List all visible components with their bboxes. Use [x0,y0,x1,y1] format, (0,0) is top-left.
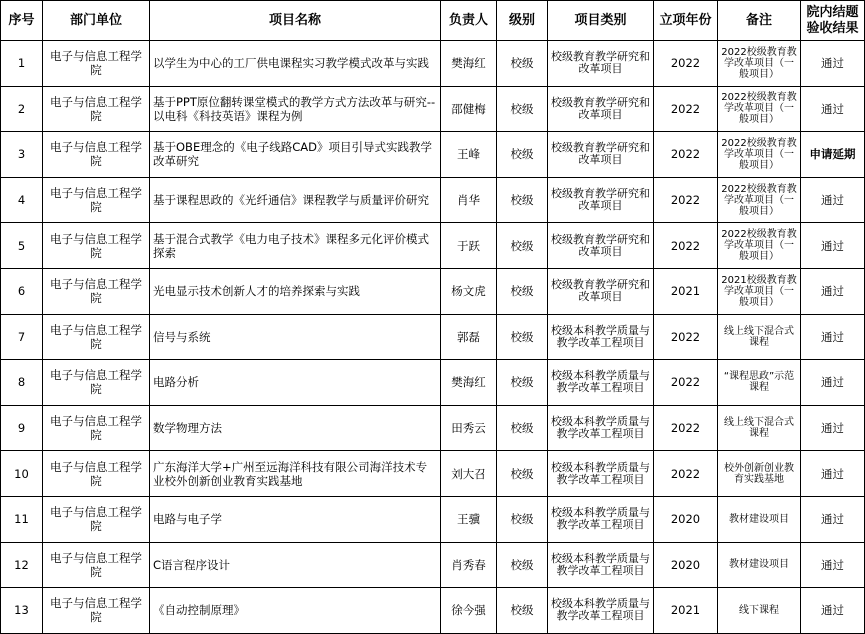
cell-dept: 电子与信息工程学院 [43,496,150,542]
cell-year: 2022 [654,451,718,497]
cell-year: 2022 [654,360,718,406]
header-level: 级别 [497,1,548,41]
cell-result: 通过 [801,588,865,634]
header-leader: 负责人 [441,1,497,41]
cell-project: 数学物理方法 [150,405,441,451]
cell-project: 基于PPT原位翻转课堂模式的教学方式方法改革与研究--以电科《科技英语》课程为例 [150,86,441,132]
cell-leader: 邵健梅 [441,86,497,132]
header-dept: 部门单位 [43,1,150,41]
cell-category: 校级教育教学研究和改革项目 [548,41,654,87]
table-row [1,223,865,269]
cell-result: 通过 [801,405,865,451]
cell-note: 2022校级教育教学改革项目（一般项目） [718,86,801,132]
cell-seq: 5 [1,223,43,269]
cell-year: 2022 [654,314,718,360]
cell-category: 校级教育教学研究和改革项目 [548,268,654,314]
cell-project: 光电显示技术创新人才的培养探索与实践 [150,268,441,314]
cell-category: 校级本科教学质量与教学改革工程项目 [548,496,654,542]
cell-level: 校级 [497,132,548,178]
cell-dept: 电子与信息工程学院 [43,86,150,132]
cell-note: 2022校级教育教学改革项目（一般项目） [718,41,801,87]
header-category: 项目类别 [548,1,654,41]
cell-category: 校级教育教学研究和改革项目 [548,132,654,178]
cell-dept: 电子与信息工程学院 [43,314,150,360]
cell-leader: 肖秀春 [441,542,497,588]
cell-level: 校级 [497,360,548,406]
cell-seq: 1 [1,41,43,87]
cell-level: 校级 [497,496,548,542]
cell-year: 2022 [654,405,718,451]
cell-result: 申请延期 [801,132,865,178]
table-row [1,132,865,178]
header-note: 备注 [718,1,801,41]
cell-leader: 肖华 [441,177,497,223]
cell-result: 通过 [801,451,865,497]
cell-leader: 樊海红 [441,41,497,87]
cell-dept: 电子与信息工程学院 [43,588,150,634]
cell-dept: 电子与信息工程学院 [43,451,150,497]
cell-note: 线上线下混合式课程 [718,405,801,451]
cell-seq: 10 [1,451,43,497]
table-row [1,405,865,451]
cell-note: 2022校级教育教学改革项目（一般项目） [718,132,801,178]
table-row [1,360,865,406]
cell-project: 基于混合式教学《电力电子技术》课程多元化评价模式探索 [150,223,441,269]
cell-note: 教材建设项目 [718,496,801,542]
table-row [1,496,865,542]
cell-category: 校级教育教学研究和改革项目 [548,223,654,269]
cell-result: 通过 [801,314,865,360]
cell-project: 基于OBE理念的《电子线路CAD》项目引导式实践教学改革研究 [150,132,441,178]
cell-level: 校级 [497,223,548,269]
header-project: 项目名称 [150,1,441,41]
cell-leader: 樊海红 [441,360,497,406]
cell-seq: 11 [1,496,43,542]
cell-note: 线下课程 [718,588,801,634]
cell-result: 通过 [801,86,865,132]
cell-note: 2021校级教育教学改革项目（一般项目） [718,268,801,314]
table-row [1,542,865,588]
cell-dept: 电子与信息工程学院 [43,360,150,406]
header-result: 院内结题验收结果 [801,1,865,41]
cell-dept: 电子与信息工程学院 [43,132,150,178]
cell-year: 2020 [654,542,718,588]
cell-result: 通过 [801,268,865,314]
cell-leader: 田秀云 [441,405,497,451]
cell-note: 教材建设项目 [718,542,801,588]
cell-category: 校级教育教学研究和改革项目 [548,86,654,132]
cell-project: 广东海洋大学+广州至远海洋科技有限公司海洋技术专业校外创新创业教育实践基地 [150,451,441,497]
cell-level: 校级 [497,314,548,360]
cell-seq: 2 [1,86,43,132]
cell-result: 通过 [801,223,865,269]
cell-seq: 4 [1,177,43,223]
cell-category: 校级本科教学质量与教学改革工程项目 [548,405,654,451]
cell-level: 校级 [497,405,548,451]
cell-result: 通过 [801,542,865,588]
cell-leader: 王峰 [441,132,497,178]
cell-note: “课程思政”示范课程 [718,360,801,406]
cell-dept: 电子与信息工程学院 [43,268,150,314]
cell-year: 2022 [654,132,718,178]
cell-leader: 郭磊 [441,314,497,360]
cell-year: 2022 [654,41,718,87]
cell-level: 校级 [497,542,548,588]
cell-leader: 刘大召 [441,451,497,497]
cell-result: 通过 [801,360,865,406]
cell-project: 以学生为中心的工厂供电课程实习教学模式改革与实践 [150,41,441,87]
cell-year: 2022 [654,223,718,269]
table-row [1,177,865,223]
table-row [1,314,865,360]
cell-year: 2022 [654,177,718,223]
cell-dept: 电子与信息工程学院 [43,41,150,87]
cell-seq: 3 [1,132,43,178]
cell-project: 信号与系统 [150,314,441,360]
cell-dept: 电子与信息工程学院 [43,223,150,269]
cell-result: 通过 [801,177,865,223]
cell-level: 校级 [497,41,548,87]
cell-year: 2021 [654,588,718,634]
table-row [1,451,865,497]
cell-project: 电路与电子学 [150,496,441,542]
header-year: 立项年份 [654,1,718,41]
cell-year: 2022 [654,86,718,132]
cell-note: 2022校级教育教学改革项目（一般项目） [718,223,801,269]
cell-seq: 6 [1,268,43,314]
cell-leader: 杨文虎 [441,268,497,314]
cell-level: 校级 [497,86,548,132]
cell-dept: 电子与信息工程学院 [43,177,150,223]
cell-leader: 于跃 [441,223,497,269]
cell-note: 线上线下混合式课程 [718,314,801,360]
cell-year: 2021 [654,268,718,314]
cell-note: 2022校级教育教学改革项目（一般项目） [718,177,801,223]
cell-dept: 电子与信息工程学院 [43,542,150,588]
cell-dept: 电子与信息工程学院 [43,405,150,451]
cell-level: 校级 [497,177,548,223]
cell-result: 通过 [801,496,865,542]
cell-project: 电路分析 [150,360,441,406]
cell-seq: 9 [1,405,43,451]
header-row [1,1,865,41]
cell-seq: 7 [1,314,43,360]
cell-level: 校级 [497,588,548,634]
cell-category: 校级本科教学质量与教学改革工程项目 [548,588,654,634]
table-row [1,41,865,87]
cell-leader: 徐今强 [441,588,497,634]
cell-level: 校级 [497,451,548,497]
header-seq: 序号 [1,1,43,41]
cell-project: 《自动控制原理》 [150,588,441,634]
cell-seq: 13 [1,588,43,634]
cell-seq: 12 [1,542,43,588]
cell-category: 校级本科教学质量与教学改革工程项目 [548,542,654,588]
cell-project: 基于课程思政的《光纤通信》课程教学与质量评价研究 [150,177,441,223]
cell-level: 校级 [497,268,548,314]
cell-category: 校级教育教学研究和改革项目 [548,177,654,223]
cell-year: 2020 [654,496,718,542]
cell-category: 校级本科教学质量与教学改革工程项目 [548,360,654,406]
cell-note: 校外创新创业教育实践基地 [718,451,801,497]
cell-result: 通过 [801,41,865,87]
table-row [1,268,865,314]
table-row [1,588,865,634]
cell-leader: 王骥 [441,496,497,542]
cell-category: 校级本科教学质量与教学改革工程项目 [548,451,654,497]
table-row [1,86,865,132]
cell-project: C语言程序设计 [150,542,441,588]
cell-seq: 8 [1,360,43,406]
cell-category: 校级本科教学质量与教学改革工程项目 [548,314,654,360]
